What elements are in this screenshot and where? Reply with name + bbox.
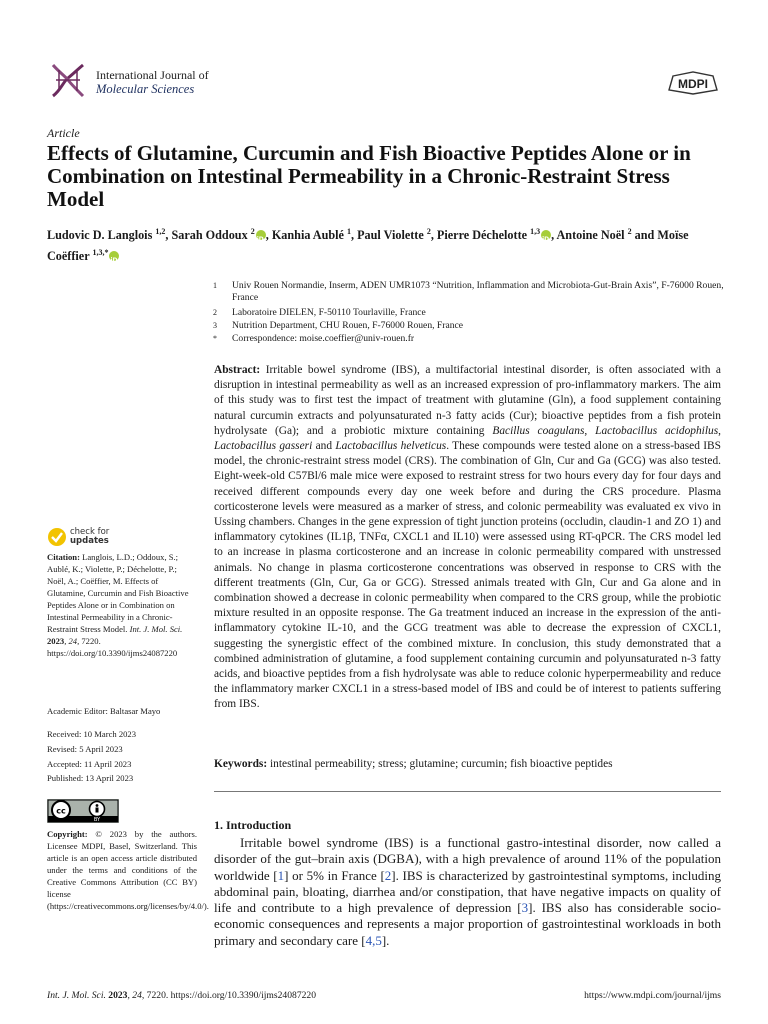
article-type: Article — [47, 126, 80, 140]
orcid-icon[interactable] — [256, 230, 266, 240]
species-name: Lactobacillus acidophilus — [595, 424, 719, 437]
affiliation-number: 2 — [213, 308, 217, 317]
mdpi-logo-text: MDPI — [678, 77, 708, 91]
introduction-paragraph — [214, 835, 721, 949]
author-name: Ludovic D. Langlois — [47, 228, 153, 243]
check-line-2: updates — [70, 536, 109, 546]
citation-link[interactable]: 5 — [375, 932, 382, 948]
mdpi-logo-icon — [665, 70, 721, 96]
intro-text: ] or 5% in France [ — [284, 867, 385, 883]
copyright-label: Copyright: — [47, 829, 88, 839]
footer-journal: Int. J. Mol. Sci. — [47, 990, 106, 1001]
author-affiliation-sup: 2 — [627, 227, 632, 236]
intro-text: Irritable bowel syndrome (IBS) is a functional gastro-intestinal disorder, now called a disorder of the gut–brain axis (DGBA), with a high prevalence of around 11% of the population worldwide [ — [214, 835, 721, 883]
keywords-label: Keywords: — [214, 758, 268, 770]
author-name: Paul Violette — [357, 228, 424, 243]
citation-text: Langlois, L.D.; Oddoux, S.; Aublé, K.; Violette, P.; Déchelotte, P.; Noël, A.; Coëffier, M. Effects of Glutamine, Curcumin and Fish Bioactive Peptides Alone or in Combination on Intestinal Permeability in a Chronic-Restraint Stress Model. — [47, 552, 189, 634]
section-divider — [214, 791, 721, 792]
footer-journal-url[interactable]: https://www.mdpi.com/journal/ijms — [584, 990, 721, 1001]
footer-doi[interactable]: 7220. https://doi.org/10.3390/ijms24087220 — [144, 990, 317, 1001]
svg-text:cc: cc — [56, 806, 66, 816]
journal-logo-icon — [47, 60, 89, 102]
citation-separator: , — [372, 932, 376, 948]
abstract-label: Abstract: — [214, 364, 261, 376]
author-list: Ludovic D. Langlois $^{1,2}$, Sarah Oddoux $^2$iD , Kanhia Aublé $^1$, Paul Violette $^2$, Pierre Déchelotte $^{1,3}$iD , Antoine Noël $^2$ and Moïse Coëffier $^{1,3,*}$iD — [47, 223, 727, 265]
author-affiliation-sup: 1 — [347, 227, 351, 236]
species-name: Lactobacillus helveticus — [335, 440, 447, 453]
citation-block — [47, 551, 197, 659]
affiliation-number: 1 — [213, 281, 217, 290]
citation-year: 2023 — [47, 636, 65, 646]
abstract-text-cont: . These compounds were tested alone on a stress-based IBS model, the chronic-restraint stress model (CRS). The combination of Gln, Cur and Ga (GCG) was also tested. Eight-week-old C57Bl/6 male mice were exposed to restraint stress for two hours every day for four days and received different compounds every day one week before and during the CRS procedure. Plasma corticosterone levels were measured as a marker of stress, and colonic permeability was evaluated ex vivo in Ussing chambers. Changes in the gene expression of tight junction proteins (occludin, claudin-1 and ZO 1) and inflammatory cytokines (IL1β, TNFα, CXCL1 and IL10) were assessed using RT-qPCR. The CRS model led to an increase in plasma corticosterone and an increase in colonic permeability compared with unstressed animals. No change in plasma corticosterone concentrations was observed in response to CRS with the different treatments (Gln, Cur, Ga or GCG). Stressed animals treated with Gln, Cur and Ga alone and in combination showed a decrease in colonic permeability when compared to the CRS group, while the probiotic mixture resulted in an opposite response. The Ga treatment induced an increase in the expression of the anti-inflammatory cytokine IL-10, and the GCG treatment was able to decrease the expression of CXCL1, suggesting the synergistic effect of the combined mixture. In conclusion, this study demonstrated that a combined administration of glutamine, a food supplement containing curcumin and polyunsaturated n-3 fatty acids, and bioactive peptides from a fish hydrolysate was able to reduce colonic hyperpermeability and reduce the inflammatory marker CXCL1 in a stress-based model of IBS and could be of interest to patients suffering from IBS. — [214, 440, 721, 711]
orcid-icon[interactable] — [541, 230, 551, 240]
journal-name — [96, 68, 209, 96]
footer-volume: , 24, — [127, 990, 145, 1001]
author-name: Antoine Noël — [556, 228, 625, 243]
author-name: Pierre Déchelotte — [436, 228, 528, 243]
revised-date: Revised: 5 April 2023 — [47, 744, 123, 754]
intro-text: ]. IBS also has considerable socio-economic consequences and represents a major proportion of gastrointestinal workloads in both primary and secondary care [ — [214, 900, 721, 948]
abstract-separator: , — [584, 424, 596, 437]
citation-journal: Int. J. Mol. Sci. — [129, 624, 183, 634]
journal-line-2: Molecular Sciences — [96, 82, 195, 96]
check-for-updates-label[interactable] — [70, 528, 109, 546]
cc-by-license-icon[interactable] — [47, 799, 119, 823]
page-title: Effects of Glutamine, Curcumin and Fish Bioactive Peptides Alone or in Combination on Intestinal Permeability in a Chronic-Restraint Stress Model — [47, 141, 691, 211]
author-affiliation-sup: 1,2 — [155, 227, 166, 236]
orcid-icon[interactable] — [109, 251, 119, 261]
footer-year: 2023 — [105, 990, 128, 1001]
accepted-date: Accepted: 11 April 2023 — [47, 759, 132, 769]
correspondence-text: Correspondence: moise.coeffier@univ-rouen.fr — [232, 333, 415, 344]
citation-volume: , 24, — [64, 636, 80, 646]
species-name: Bacillus coagulans — [492, 424, 585, 437]
author-affiliation-sup: 2 — [250, 227, 255, 236]
affiliation-number: * — [213, 334, 217, 343]
journal-line-1: International Journal of — [96, 68, 209, 82]
citation-doi[interactable]: 7220. https://doi.org/10.3390/ijms24087220 — [47, 636, 178, 658]
cc-by-label: BY — [93, 817, 101, 823]
author-affiliation-sup: 2 — [426, 227, 431, 236]
footer-citation — [47, 990, 316, 1001]
citation-link[interactable]: 4 — [365, 932, 373, 948]
author-name: Kanhia Aublé — [271, 228, 344, 243]
abstract-separator: and — [312, 440, 336, 453]
section-heading: 1. Introduction — [214, 818, 292, 832]
check-line-1: check for — [70, 527, 110, 537]
affiliation-text: Univ Rouen Normandie, Inserm, ADEN UMR1073 “Nutrition, Inflammation and Microbiota-Gut-Brain Axis”, F-76000 Rouen, France — [232, 280, 724, 303]
keywords — [214, 757, 721, 772]
abstract — [214, 363, 721, 713]
author-name: Moïse Coëffier — [47, 228, 689, 264]
intro-text: ]. IBS is characterized by gastrointestinal symptoms, including abdominal pain, bloating, diarrhea and/or constipation, that have negative impacts on quality of life and contribute to a high prevalence of depression [ — [214, 867, 721, 916]
citation-link[interactable]: 3 — [521, 900, 529, 916]
affiliation-number: 3 — [213, 321, 217, 330]
abstract-text: Irritable bowel syndrome (IBS), a multifactorial intestinal disorder, is often associated with a disruption in intestinal permeability as well as an increased expression of pro-inflammatory markers. The aim of this study was to first test the impact of treatment with glutamine (Gln), a food supplement containing natural curcumin extracts and polyunsaturated n-3 fatty acids (Cur); bioactive peptides from a fish protein hydrolysate (Ga); and a probiotic mixture containing — [214, 364, 721, 437]
intro-text: ]. — [381, 932, 390, 948]
check-for-updates-icon[interactable] — [47, 527, 67, 547]
academic-editor: Academic Editor: Baltasar Mayo — [47, 706, 161, 716]
author-affiliation-sup: 1,3 — [530, 227, 541, 236]
published-date: Published: 13 April 2023 — [47, 773, 134, 783]
copyright-notice — [47, 828, 209, 912]
author-affiliation-sup: 1,3,* — [92, 248, 109, 258]
abstract-separator: , — [718, 424, 721, 437]
author-name: Sarah Oddoux — [171, 228, 248, 243]
copyright-text: © 2023 by the authors. Licensee MDPI, Basel, Switzerland. This article is an open access article distributed under the terms and conditions of the Creative Commons Attribution (CC BY) license (https://creativecommons.org/licenses/by/4.0/). — [47, 829, 209, 911]
citation-link[interactable]: 1 — [277, 867, 285, 883]
affiliation-text: Laboratoire DIELEN, F-50110 Tourlaville, France — [232, 307, 426, 318]
keywords-text: intestinal permeability; stress; glutamine; curcumin; fish bioactive peptides — [267, 758, 613, 770]
received-date: Received: 10 March 2023 — [47, 729, 137, 739]
citation-label: Citation: — [47, 552, 80, 562]
affiliation-text: Nutrition Department, CHU Rouen, F-76000 Rouen, France — [232, 320, 464, 331]
citation-link[interactable]: 2 — [384, 867, 392, 883]
species-name: Lactobacillus gasseri — [214, 440, 313, 453]
